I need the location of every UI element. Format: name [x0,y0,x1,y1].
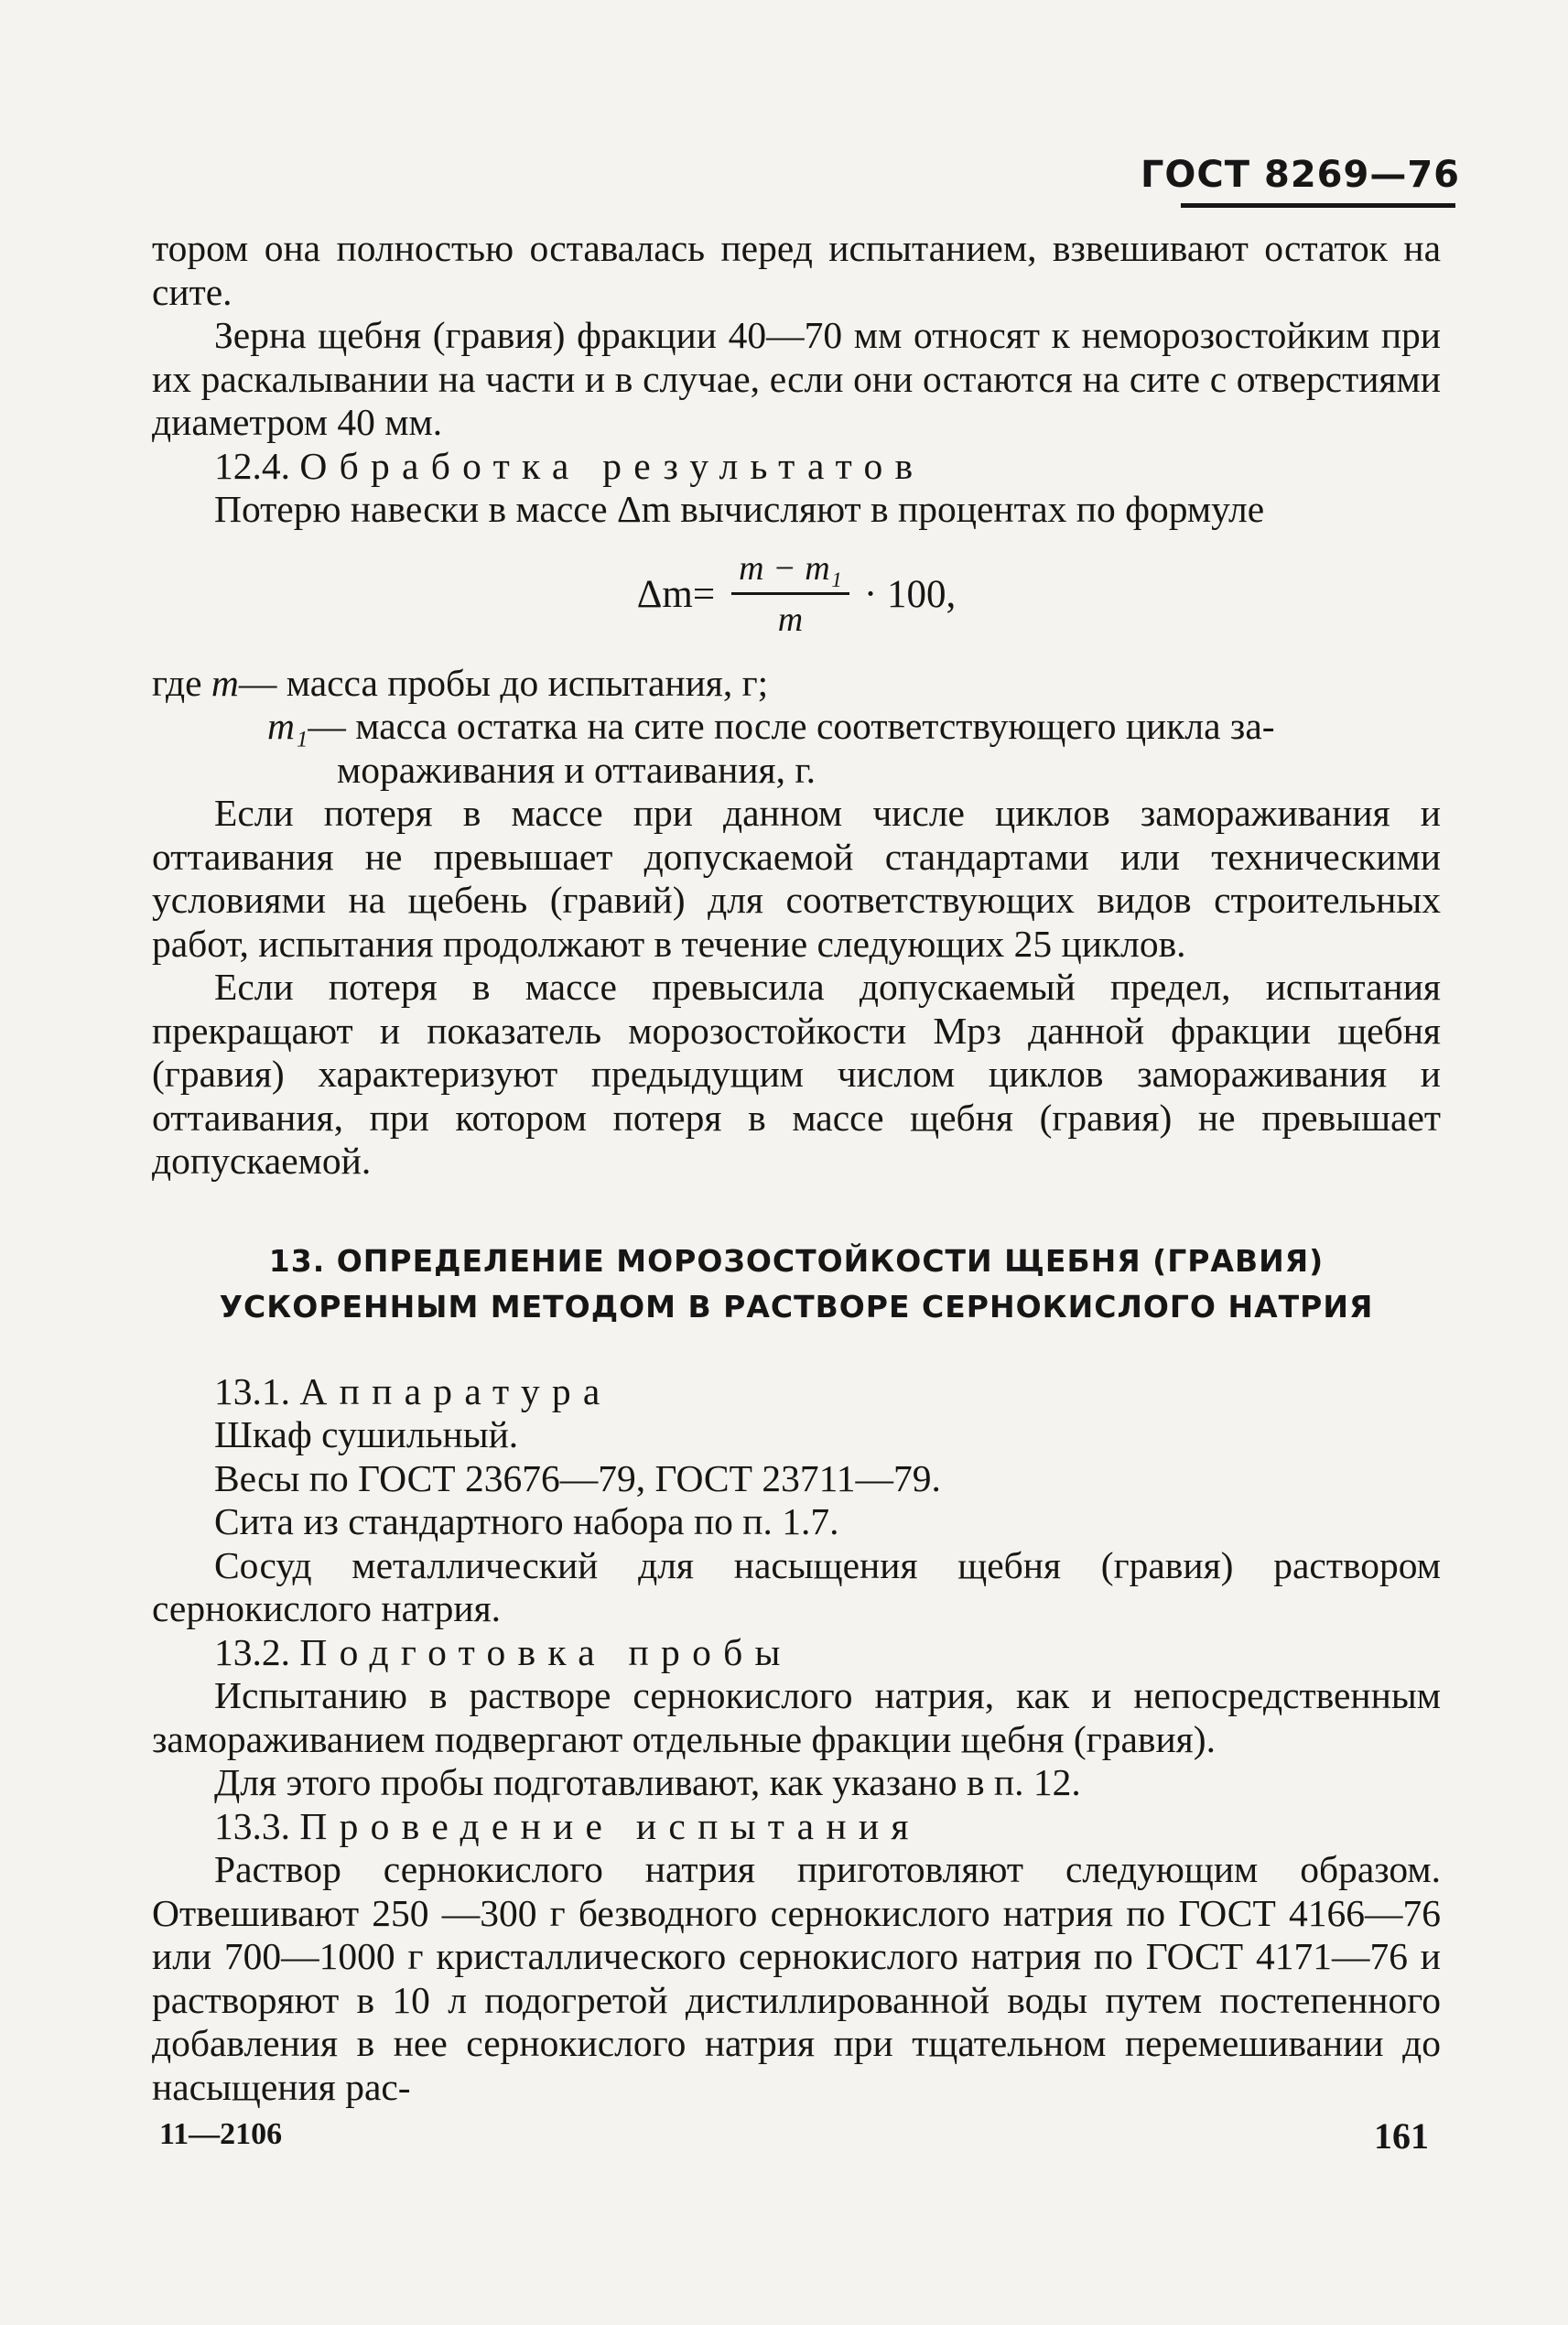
header-rule [1181,203,1455,208]
definition-term-m: m [211,661,239,704]
section-13-title-line2: УСКОРЕННЫМ МЕТОДОМ В РАСТВОРЕ СЕРНОКИСЛОГО НАТРИЯ [219,1288,1374,1325]
formula-fraction [731,548,849,641]
subsection-title: Аппаратура [299,1369,612,1412]
definition-m [152,662,1441,706]
formula-mass-loss [152,537,1441,653]
formula-rhs: · 100, [863,572,957,616]
subsection-12-4-heading [152,445,1441,489]
page-number: 161 [1374,2115,1429,2157]
paragraph-sample-fractions: Испытанию в растворе сернокислого натрия, как и непосредственным замораживанием подвергают отдельные фракции щебня (гравия). [152,1674,1441,1760]
definition-lead: где [152,661,211,704]
paragraph-solution-preparation: Раствор сернокислого натрия приготовляют следующим образом. Отвешивают 250 —300 г безводного сернокислого натрия по ГОСТ 4166—76 или 700—1000 г кристаллического сернокислого натрия по ГОСТ 4171—76 и растворяют в 10 л подогретой дистиллированной воды путем постепенного добавления в нее сернокислого натрия при тщательном перемешивании до насыщения рас- [152,1848,1441,2108]
definition-m1 [152,705,1441,749]
subsection-number: 13.1. [214,1369,290,1412]
apparatus-item-vessel: Сосуд металлический для насыщения щебня (гравия) раствором сернокислого натрия. [152,1543,1441,1629]
paragraph-continue-cycles: Если потеря в массе при данном числе циклов замораживания и оттаивания не превышает допускаемой стандартами или техническими условиями на щебень (гравий) для соответствующих видов строительных работ, испытания продолжают в течение следующих 25 циклов. [152,792,1441,965]
formula-lhs: Δm= [636,572,716,616]
section-13-title-line1: 13. ОПРЕДЕЛЕНИЕ МОРОЗОСТОЙКОСТИ ЩЕБНЯ (ГРАВИЯ) [268,1242,1325,1279]
subsection-title: Проведение испытания [299,1804,921,1847]
definition-text-m: — масса пробы до испытания, г; [238,661,769,704]
subsection-13-1-heading [152,1370,1441,1414]
section-13-title [152,1238,1441,1330]
definition-text-m1-cont: мораживания и оттаивания, г. [337,748,816,791]
paragraph-frost-resistance: Зерна щебня (гравия) фракции 40—70 мм относят к неморозостойким при их раскалывании на части и в случае, если они остаются на сите с отверстиями диаметром 40 мм. [152,314,1441,443]
apparatus-item-oven: Шкаф сушильный. [214,1413,519,1455]
header-standard-code: ГОСТ 8269—76 [1140,154,1460,196]
subsection-title: Обработка результатов [299,444,925,487]
subsection-13-2-heading [152,1631,1441,1675]
paragraph-sample-preparation: Для этого пробы подготавливают, как указано в п. 12. [214,1761,1081,1803]
subsection-title: Подготовка пробы [299,1630,793,1673]
apparatus-item-sieves: Сита из стандартного набора по п. 1.7. [214,1500,839,1542]
subsection-13-3-heading [152,1805,1441,1849]
paragraph-exceeded-limit: Если потеря в массе превысила допускаемый предел, испытания прекращают и показатель морозостойкости Мрз данной фракции щебня (гравия) характеризуют предыдущим числом циклов замораживания и оттаивания, при котором потеря в массе щебня (гравия) не превышает допускаемой. [152,966,1441,1182]
definition-text-m1: — масса остатка на сите после соответствующего цикла за- [308,705,1275,747]
page-content [152,227,1441,2109]
formula-denominator: m [777,600,804,639]
apparatus-item-scales: Весы по ГОСТ 23676—79, ГОСТ 23711—79. [214,1456,941,1499]
paragraph-continuation: тором она полностью оставалась перед испытанием, взвешивают остаток на сите. [152,227,1441,313]
subsection-number: 13.2. [214,1630,290,1673]
subsection-number: 13.3. [214,1804,290,1847]
definition-term-m1: m₁ [267,705,308,747]
paragraph-formula-intro: Потерю навески в массе Δm вычисляют в процентах по формуле [214,488,1265,530]
subsection-number: 12.4. [214,444,290,487]
footer-print-code: 11—2106 [159,2117,283,2151]
formula-numerator: m − m₁ [731,548,849,595]
